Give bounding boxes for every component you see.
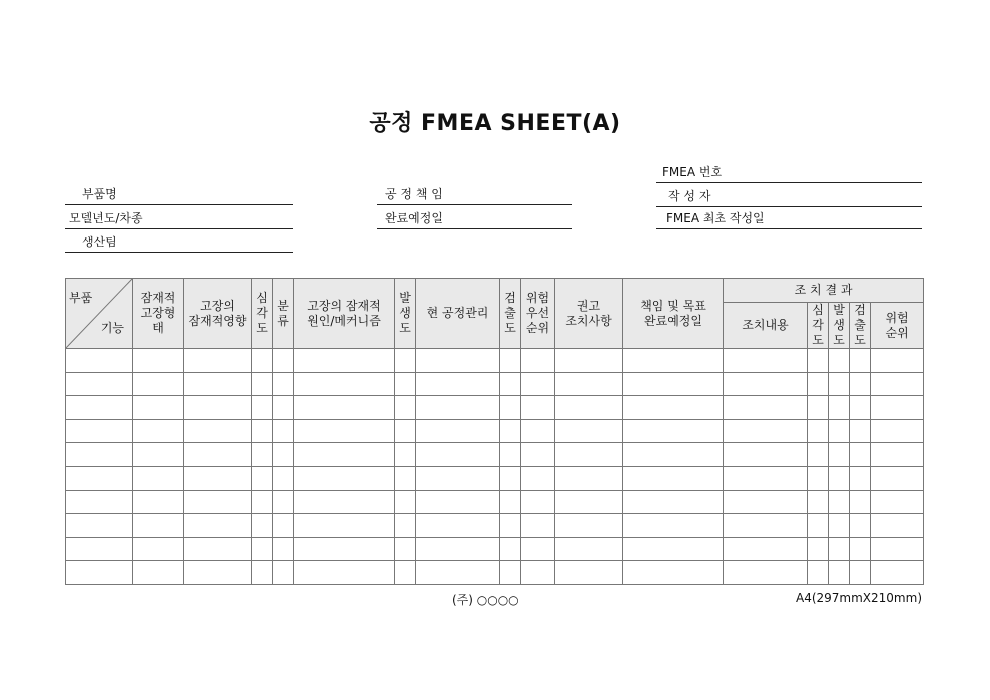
table-cell[interactable] xyxy=(724,372,808,396)
table-cell[interactable] xyxy=(808,490,829,514)
table-row xyxy=(66,396,924,420)
table-cell[interactable] xyxy=(66,349,133,373)
process-owner-field[interactable] xyxy=(377,184,572,205)
table-cell[interactable] xyxy=(395,561,416,585)
table-cell[interactable] xyxy=(416,514,500,538)
model-year-field[interactable] xyxy=(65,208,293,229)
table-cell[interactable] xyxy=(416,396,500,420)
table-cell[interactable] xyxy=(871,490,924,514)
table-cell[interactable] xyxy=(184,372,252,396)
table-cell[interactable] xyxy=(555,443,623,467)
table-cell[interactable] xyxy=(66,537,133,561)
table-cell[interactable] xyxy=(395,372,416,396)
table-cell[interactable] xyxy=(555,490,623,514)
table-cell[interactable] xyxy=(500,537,521,561)
table-cell[interactable] xyxy=(871,537,924,561)
table-cell[interactable] xyxy=(724,349,808,373)
table-cell[interactable] xyxy=(273,466,294,490)
fmea-first-date-field[interactable] xyxy=(656,208,922,229)
part-header-label: 부품 xyxy=(69,291,93,305)
table-cell[interactable] xyxy=(184,537,252,561)
table-cell[interactable] xyxy=(871,419,924,443)
fmea-table xyxy=(65,278,924,585)
table-cell[interactable] xyxy=(829,514,850,538)
table-cell[interactable] xyxy=(500,372,521,396)
table-cell[interactable] xyxy=(416,443,500,467)
current-control-header: 현 공정관리 xyxy=(416,279,500,349)
table-cell[interactable] xyxy=(850,372,871,396)
table-cell[interactable] xyxy=(500,466,521,490)
table-cell[interactable] xyxy=(294,514,395,538)
table-cell[interactable] xyxy=(184,419,252,443)
table-cell[interactable] xyxy=(252,396,273,420)
table-cell[interactable] xyxy=(871,514,924,538)
cause-header: 고장의 잠재적 원인/메커니즘 xyxy=(294,279,395,349)
table-cell[interactable] xyxy=(623,396,724,420)
severity-header: 심 각 도 xyxy=(252,279,273,349)
table-cell[interactable] xyxy=(500,514,521,538)
table-cell[interactable] xyxy=(273,349,294,373)
table-cell[interactable] xyxy=(521,349,555,373)
table-row xyxy=(66,466,924,490)
table-cell[interactable] xyxy=(500,443,521,467)
function-header-label: 기능 xyxy=(100,321,124,335)
table-row xyxy=(66,419,924,443)
table-cell[interactable] xyxy=(623,372,724,396)
table-cell[interactable] xyxy=(294,466,395,490)
table-cell[interactable] xyxy=(808,349,829,373)
table-cell[interactable] xyxy=(521,396,555,420)
table-cell[interactable] xyxy=(416,419,500,443)
table-cell[interactable] xyxy=(273,419,294,443)
table-cell[interactable] xyxy=(500,396,521,420)
table-row xyxy=(66,349,924,373)
table-cell[interactable] xyxy=(871,443,924,467)
table-cell[interactable] xyxy=(521,419,555,443)
result-occurrence-header: 발 생 도 xyxy=(829,303,850,349)
table-cell[interactable] xyxy=(623,561,724,585)
table-cell[interactable] xyxy=(829,419,850,443)
table-cell[interactable] xyxy=(808,396,829,420)
table-cell[interactable] xyxy=(623,514,724,538)
table-cell[interactable] xyxy=(500,419,521,443)
fmea-number-label: FMEA 번호 xyxy=(662,165,723,179)
recommended-action-header: 권고 조치사항 xyxy=(555,279,623,349)
table-cell[interactable] xyxy=(133,537,184,561)
table-cell[interactable] xyxy=(623,349,724,373)
table-cell[interactable] xyxy=(395,537,416,561)
failure-mode-header: 잠재적 고장형 태 xyxy=(133,279,184,349)
fmea-first-date-label: FMEA 최초 작성일 xyxy=(666,211,765,225)
action-results-header: 조 치 결 과 xyxy=(724,279,924,303)
table-cell[interactable] xyxy=(850,514,871,538)
table-cell[interactable] xyxy=(294,396,395,420)
table-cell[interactable] xyxy=(724,396,808,420)
completion-date-label: 완료예정일 xyxy=(385,211,443,225)
fmea-number-field[interactable] xyxy=(656,162,922,183)
action-taken-header: 조치내용 xyxy=(724,303,808,349)
company-footer: (주) ○○○○ xyxy=(452,593,519,607)
table-cell[interactable] xyxy=(871,396,924,420)
table-cell[interactable] xyxy=(521,514,555,538)
table-cell[interactable] xyxy=(395,490,416,514)
fmea-table-body xyxy=(66,349,924,585)
table-cell[interactable] xyxy=(273,443,294,467)
part-name-label: 부품명 xyxy=(82,187,117,201)
table-cell[interactable] xyxy=(808,419,829,443)
part-name-field[interactable] xyxy=(65,184,293,205)
table-cell[interactable] xyxy=(133,349,184,373)
table-cell[interactable] xyxy=(871,561,924,585)
table-cell[interactable] xyxy=(829,372,850,396)
table-cell[interactable] xyxy=(294,443,395,467)
page-title: 공정 FMEA SHEET(A) xyxy=(369,111,621,136)
table-cell[interactable] xyxy=(66,490,133,514)
table-cell[interactable] xyxy=(555,514,623,538)
table-cell[interactable] xyxy=(500,561,521,585)
table-cell[interactable] xyxy=(808,514,829,538)
table-cell[interactable] xyxy=(66,466,133,490)
table-cell[interactable] xyxy=(871,372,924,396)
table-cell[interactable] xyxy=(850,396,871,420)
table-cell[interactable] xyxy=(184,514,252,538)
table-cell[interactable] xyxy=(66,514,133,538)
table-cell[interactable] xyxy=(829,396,850,420)
classification-header: 분 류 xyxy=(273,279,294,349)
model-year-label: 모델년도/차종 xyxy=(69,211,143,225)
table-cell[interactable] xyxy=(133,466,184,490)
table-cell[interactable] xyxy=(521,372,555,396)
table-cell[interactable] xyxy=(294,372,395,396)
table-cell[interactable] xyxy=(555,466,623,490)
table-cell[interactable] xyxy=(555,537,623,561)
table-cell[interactable] xyxy=(273,514,294,538)
table-cell[interactable] xyxy=(252,466,273,490)
production-team-field[interactable] xyxy=(65,232,293,253)
table-cell[interactable] xyxy=(850,490,871,514)
table-cell[interactable] xyxy=(416,372,500,396)
table-cell[interactable] xyxy=(724,561,808,585)
table-cell[interactable] xyxy=(829,349,850,373)
table-cell[interactable] xyxy=(521,443,555,467)
table-cell[interactable] xyxy=(395,443,416,467)
table-cell[interactable] xyxy=(521,490,555,514)
table-cell[interactable] xyxy=(252,419,273,443)
table-cell[interactable] xyxy=(808,372,829,396)
table-cell[interactable] xyxy=(829,537,850,561)
table-cell[interactable] xyxy=(66,396,133,420)
table-cell[interactable] xyxy=(521,537,555,561)
table-cell[interactable] xyxy=(273,372,294,396)
table-cell[interactable] xyxy=(395,466,416,490)
table-cell[interactable] xyxy=(829,466,850,490)
table-cell[interactable] xyxy=(184,561,252,585)
table-cell[interactable] xyxy=(273,561,294,585)
table-cell[interactable] xyxy=(808,537,829,561)
table-cell[interactable] xyxy=(808,443,829,467)
diagonal-divider xyxy=(66,279,132,348)
table-cell[interactable] xyxy=(133,396,184,420)
table-cell[interactable] xyxy=(273,396,294,420)
table-row xyxy=(66,372,924,396)
table-cell[interactable] xyxy=(252,443,273,467)
table-cell[interactable] xyxy=(294,490,395,514)
table-cell[interactable] xyxy=(623,490,724,514)
table-cell[interactable] xyxy=(133,561,184,585)
table-cell[interactable] xyxy=(623,419,724,443)
table-cell[interactable] xyxy=(724,419,808,443)
table-cell[interactable] xyxy=(252,537,273,561)
table-cell[interactable] xyxy=(252,349,273,373)
table-cell[interactable] xyxy=(294,561,395,585)
table-cell[interactable] xyxy=(294,419,395,443)
part-function-header xyxy=(66,279,133,349)
table-cell[interactable] xyxy=(850,419,871,443)
table-cell[interactable] xyxy=(724,466,808,490)
table-cell[interactable] xyxy=(808,466,829,490)
table-cell[interactable] xyxy=(871,466,924,490)
table-cell[interactable] xyxy=(133,490,184,514)
failure-effect-header: 고장의 잠재적영향 xyxy=(184,279,252,349)
table-cell[interactable] xyxy=(184,396,252,420)
rpn-header: 위험 우선 순위 xyxy=(521,279,555,349)
table-cell[interactable] xyxy=(66,561,133,585)
table-row xyxy=(66,490,924,514)
table-row xyxy=(66,537,924,561)
result-severity-header: 심 각 도 xyxy=(808,303,829,349)
table-cell[interactable] xyxy=(850,349,871,373)
table-cell[interactable] xyxy=(724,490,808,514)
table-cell[interactable] xyxy=(500,349,521,373)
table-cell[interactable] xyxy=(724,514,808,538)
table-cell[interactable] xyxy=(252,561,273,585)
table-cell[interactable] xyxy=(66,419,133,443)
table-cell[interactable] xyxy=(416,490,500,514)
author-field[interactable] xyxy=(656,186,922,207)
table-cell[interactable] xyxy=(623,537,724,561)
table-cell[interactable] xyxy=(395,514,416,538)
table-cell[interactable] xyxy=(395,396,416,420)
table-row xyxy=(66,514,924,538)
table-cell[interactable] xyxy=(133,514,184,538)
table-cell[interactable] xyxy=(66,443,133,467)
table-cell[interactable] xyxy=(252,490,273,514)
table-cell[interactable] xyxy=(829,490,850,514)
table-cell[interactable] xyxy=(184,349,252,373)
table-cell[interactable] xyxy=(521,561,555,585)
table-cell[interactable] xyxy=(395,419,416,443)
table-cell[interactable] xyxy=(273,490,294,514)
table-cell[interactable] xyxy=(252,372,273,396)
table-cell[interactable] xyxy=(724,537,808,561)
table-cell[interactable] xyxy=(850,443,871,467)
table-cell[interactable] xyxy=(416,349,500,373)
table-cell[interactable] xyxy=(724,443,808,467)
table-cell[interactable] xyxy=(850,466,871,490)
table-cell[interactable] xyxy=(555,561,623,585)
table-cell[interactable] xyxy=(808,561,829,585)
table-row xyxy=(66,443,924,467)
table-cell[interactable] xyxy=(416,561,500,585)
completion-date-field[interactable] xyxy=(377,208,572,229)
result-detection-header: 검 출 도 xyxy=(850,303,871,349)
table-cell[interactable] xyxy=(623,443,724,467)
table-cell[interactable] xyxy=(416,537,500,561)
table-cell[interactable] xyxy=(829,443,850,467)
table-cell[interactable] xyxy=(623,466,724,490)
table-cell[interactable] xyxy=(252,514,273,538)
table-row xyxy=(66,561,924,585)
table-cell[interactable] xyxy=(850,537,871,561)
table-cell[interactable] xyxy=(500,490,521,514)
result-rpn-header: 위험 순위 xyxy=(871,303,924,349)
detection-header: 검 출 도 xyxy=(500,279,521,349)
production-team-label: 생산팀 xyxy=(82,235,117,249)
table-cell[interactable] xyxy=(555,349,623,373)
table-cell[interactable] xyxy=(829,561,850,585)
author-label: 작 성 자 xyxy=(668,189,711,203)
table-cell[interactable] xyxy=(521,466,555,490)
table-cell[interactable] xyxy=(133,419,184,443)
table-cell[interactable] xyxy=(871,349,924,373)
table-cell[interactable] xyxy=(416,466,500,490)
table-cell[interactable] xyxy=(395,349,416,373)
table-cell[interactable] xyxy=(555,372,623,396)
table-cell[interactable] xyxy=(555,419,623,443)
table-cell[interactable] xyxy=(184,466,252,490)
table-cell[interactable] xyxy=(184,443,252,467)
table-cell[interactable] xyxy=(273,537,294,561)
table-cell[interactable] xyxy=(133,443,184,467)
occurrence-header: 발 생 도 xyxy=(395,279,416,349)
table-cell[interactable] xyxy=(294,537,395,561)
table-cell[interactable] xyxy=(66,372,133,396)
table-cell[interactable] xyxy=(850,561,871,585)
responsibility-header: 책임 및 목표 완료예정일 xyxy=(623,279,724,349)
process-owner-label: 공 정 책 임 xyxy=(385,187,443,201)
table-cell[interactable] xyxy=(133,372,184,396)
table-cell[interactable] xyxy=(555,396,623,420)
table-cell[interactable] xyxy=(294,349,395,373)
table-cell[interactable] xyxy=(184,490,252,514)
paper-size-footer: A4(297mmX210mm) xyxy=(796,591,922,605)
